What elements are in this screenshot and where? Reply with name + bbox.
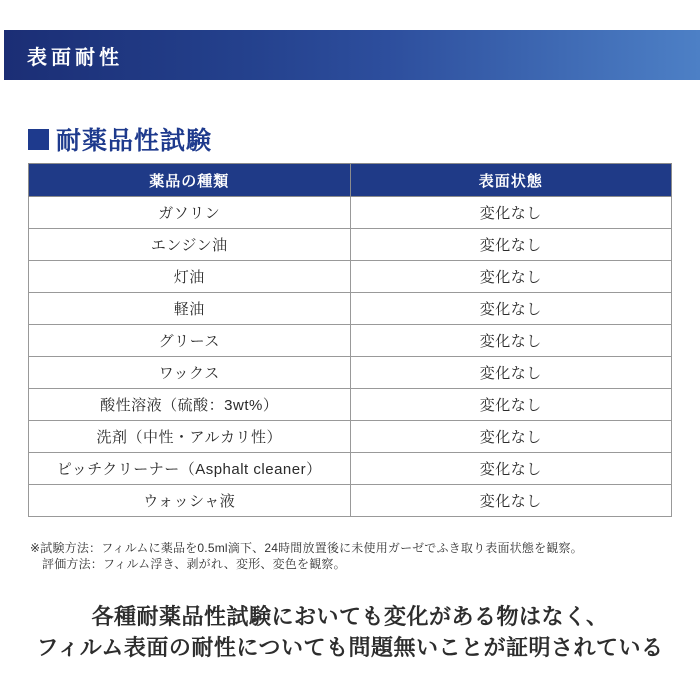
chemical-name-cell: ウォッシャ液 (29, 485, 351, 517)
surface-state-cell: 変化なし (350, 261, 672, 293)
table-header-row (29, 164, 672, 197)
chemical-name-cell: ピッチクリーナー（Asphalt cleaner） (29, 453, 351, 485)
table-row (29, 229, 672, 261)
conclusion-line-1: 各種耐薬品性試験においても変化がある物はなく、 (91, 604, 609, 629)
chemical-name-cell: 酸性溶液（硫酸：3wt%） (29, 389, 351, 421)
conclusion-line-2: フィルム表面の耐性についても問題無いことが証明されている (36, 635, 664, 660)
footnotes (30, 540, 583, 572)
chemical-name-cell: 軽油 (29, 293, 351, 325)
chemical-name-cell: ワックス (29, 357, 351, 389)
column-header-chemical: 薬品の種類 (29, 164, 351, 197)
table-row (29, 197, 672, 229)
surface-state-cell: 変化なし (350, 421, 672, 453)
table-row (29, 485, 672, 517)
surface-state-cell: 変化なし (350, 229, 672, 261)
column-header-surface-state: 表面状態 (350, 164, 672, 197)
footnote-test-method: ※試験方法：フィルムに薬品を0.5ml滴下、24時間放置後に未使用ガーゼでふき取り表面状態を観察。 (30, 541, 583, 555)
chemical-name-cell: 灯油 (29, 261, 351, 293)
section-heading (28, 121, 212, 157)
heading-square-icon (28, 129, 49, 150)
section-heading-label: 耐薬品性試験 (56, 127, 213, 155)
table-row (29, 325, 672, 357)
banner-title: 表面耐性 (27, 46, 123, 69)
chemical-name-cell: ガソリン (29, 197, 351, 229)
table-row (29, 293, 672, 325)
chemical-name-cell: エンジン油 (29, 229, 351, 261)
table-row (29, 261, 672, 293)
page-banner (4, 30, 700, 80)
surface-state-cell: 変化なし (350, 389, 672, 421)
chemical-table-body (29, 197, 672, 517)
conclusion-statement (0, 601, 700, 663)
surface-state-cell: 変化なし (350, 325, 672, 357)
surface-state-cell: 変化なし (350, 453, 672, 485)
surface-state-cell: 変化なし (350, 197, 672, 229)
table-row (29, 389, 672, 421)
surface-state-cell: 変化なし (350, 357, 672, 389)
table-row (29, 357, 672, 389)
surface-state-cell: 変化なし (350, 485, 672, 517)
chemical-table-head (29, 164, 672, 197)
table-row (29, 421, 672, 453)
chemical-name-cell: グリース (29, 325, 351, 357)
table-row (29, 453, 672, 485)
chemical-name-cell: 洗剤（中性・アルカリ性） (29, 421, 351, 453)
footnote-evaluation-method: 評価方法：フィルム浮き、剥がれ、変形、変色を観察。 (42, 557, 346, 571)
surface-state-cell: 変化なし (350, 293, 672, 325)
chemical-resistance-table (28, 163, 672, 517)
